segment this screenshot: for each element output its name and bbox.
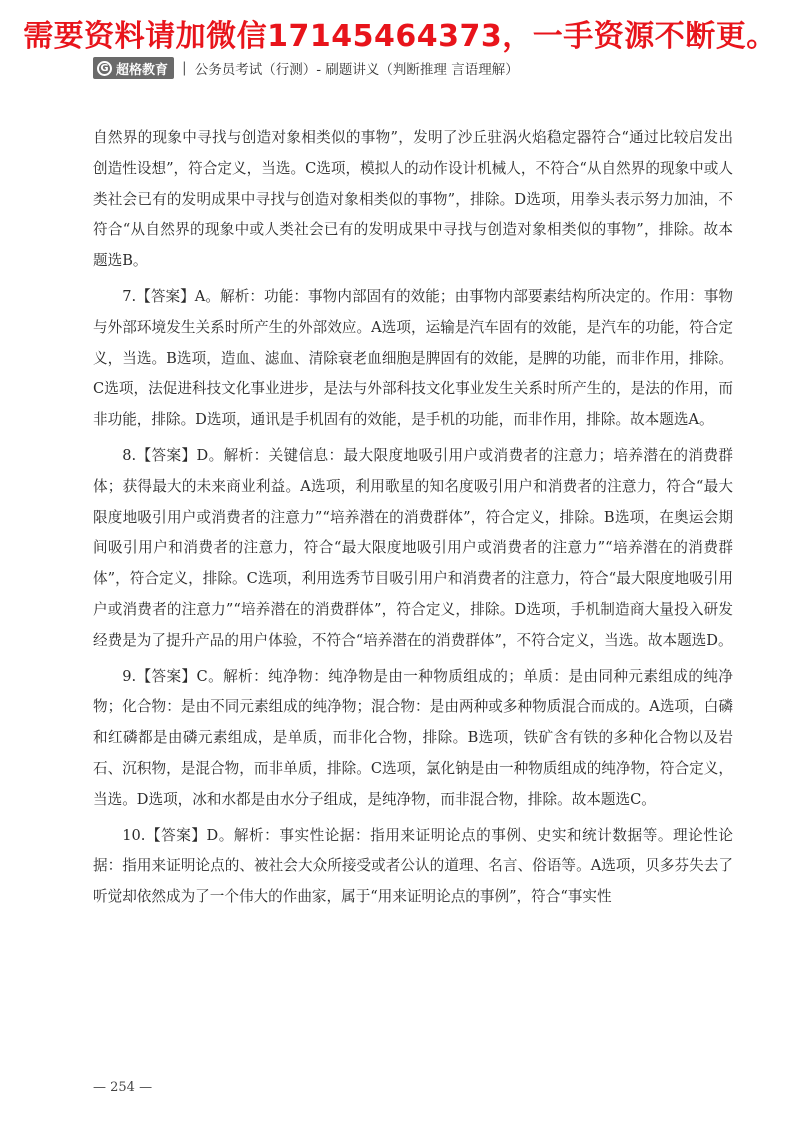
answer-9-paragraph: 9.【答案】C。解析：纯净物：纯净物是由一种物质组成的；单质：是由同种元素组成的纯净物；化合物：是由不同元素组成的纯净物；混合物：是由两种或多种物质混合而成的。A选项，白磷和红磷都是由磷元素组成，是单质，而非化合物，排除。B选项，铁矿含有铁的多种化合物以及岩石、沉积物，是混合物，而非单质，排除。C选项，氯化钠是由一种物质组成的纯净物，符合定义，当选。D选项，冰和水都是由水分子组成，是纯净物，而非混合物，排除。故本题选C。 [93, 667, 733, 808]
page-header [93, 57, 519, 79]
logo-g-icon: G [97, 61, 112, 76]
promo-banner: 需要资料请加微信17145464373，一手资源不断更。 [23, 19, 777, 54]
answer-7-paragraph: 7.【答案】A。解析：功能：事物内部固有的效能；由事物内部要素结构所决定的。作用：事物与外部环境发生关系时所产生的外部效应。A选项，运输是汽车固有的效能，是汽车的功能，符合定义，当选。B选项，造血、滤血、清除衰老血细胞是脾固有的效能，是脾的功能，而非作用，排除。C选项，法促进科技文化事业进步，是法与外部科技文化事业发生关系时所产生的，是法的作用，而非功能，排除。D选项，通讯是手机固有的效能，是手机的功能，而非作用，排除。故本题选A。 [93, 287, 733, 429]
logo-text: 超格教育 [116, 62, 169, 78]
publisher-logo [93, 57, 174, 79]
answer-10-paragraph: 10.【答案】D。解析：事实性论据：指用来证明论点的事例、史实和统计数据等。理论性论据：指用来证明论点的、被社会大众所接受或者公认的道理、名言、俗语等。A选项，贝多芬失去了听觉却依然成为了一个伟大的作曲家，属于“用来证明论点的事例”，符合“事实性 [93, 826, 733, 906]
document-body [93, 123, 733, 918]
book-title: 公务员考试（行测）- 刷题讲义（判断推理 言语理解） [194, 62, 519, 78]
page-number: — 254 — [93, 1080, 153, 1095]
header-separator: | [182, 60, 187, 76]
answer-8-paragraph: 8.【答案】D。解析：关键信息：最大限度地吸引用户或消费者的注意力；培养潜在的消费群体；获得最大的未来商业利益。A选项，利用歌星的知名度吸引用户和消费者的注意力，符合“最大限度地吸引用户或消费者的注意力”“培养潜在的消费群体”，符合定义，排除。B选项，在奥运会期间吸引用户和消费者的注意力，符合“最大限度地吸引用户或消费者的注意力”“培养潜在的消费群体”，符合定义，排除。C选项，利用选秀节目吸引用户和消费者的注意力，符合“最大限度地吸引用户或消费者的注意力”“培养潜在的消费群体”，符合定义，排除。D选项，手机制造商大量投入研发经费是为了提升产品的用户体验，不符合“培养潜在的消费群体”，不符合定义，当选。故本题选D。 [93, 446, 733, 649]
paragraph-continuation: 自然界的现象中寻找与创造对象相类似的事物”，发明了沙丘驻涡火焰稳定器符合“通过比较启发出创造性设想”，符合定义，当选。C选项，模拟人的动作设计机械人，不符合“从自然界的现象中或人类社会已有的发明成果中寻找与创造对象相类似的事物”，排除。D选项，用拳头表示努力加油，不符合“从自然界的现象中或人类社会已有的发明成果中寻找与创造对象相类似的事物”，排除。故本题选B。 [93, 129, 733, 270]
